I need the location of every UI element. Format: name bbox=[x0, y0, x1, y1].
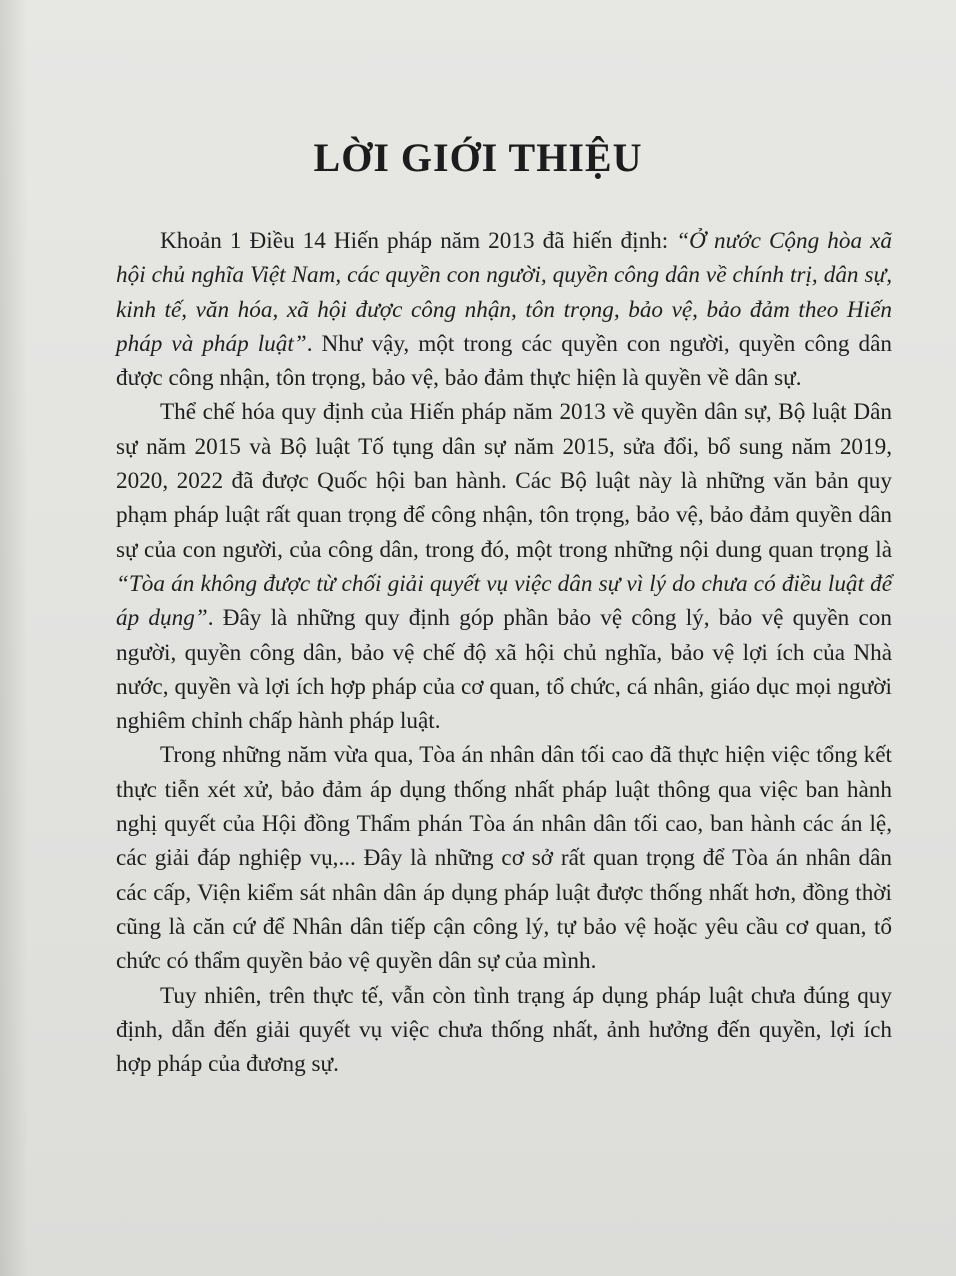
page-gutter-shadow bbox=[0, 0, 28, 1276]
paragraph-2 bbox=[116, 395, 892, 738]
quote-run: “Ở nước Cộng hòa xã hội chủ nghĩa Việt Nam, các quyền con người, quyền công dân về chính trị, dân sự, kinh tế, văn hóa, xã hội được công nhận, tôn trọng, bảo vệ, bảo đảm theo Hiến pháp và pháp luật” bbox=[116, 228, 892, 357]
body-text bbox=[116, 224, 892, 1081]
paragraph-4 bbox=[116, 979, 892, 1082]
text-run: . Đây là những quy định góp phần bảo vệ công lý, bảo vệ quyền con người, quyền công dân, bảo vệ chế độ xã hội chủ nghĩa, bảo vệ lợi ích của Nhà nước, quyền và lợi ích hợp pháp của cơ quan, tổ chức, cá nhân, giáo dục mọi người nghiêm chỉnh chấp hành pháp luật. bbox=[116, 605, 892, 735]
text-run: . Như vậy, một trong các quyền con người, quyền công dân được công nhận, tôn trọng, bảo vệ, bảo đảm thực hiện là quyền về dân sự. bbox=[116, 330, 892, 392]
text-run: Tuy nhiên, trên thực tế, vẫn còn tình trạng áp dụng pháp luật chưa đúng quy định, dẫn đến giải quyết vụ việc chưa thống nhất, ảnh hưởng đến quyền, lợi ích hợp pháp của đương sự. bbox=[116, 982, 892, 1078]
quote-run: “Tòa án không được từ chối giải quyết vụ việc dân sự vì lý do chưa có điều luật để áp dụng” bbox=[116, 570, 892, 632]
page-title: LỜI GIỚI THIỆU bbox=[313, 135, 643, 180]
text-run: Trong những năm vừa qua, Tòa án nhân dân tối cao đã thực hiện việc tổng kết thực tiễn xét xử, bảo đảm áp dụng thống nhất pháp luật thông qua việc ban hành nghị quyết của Hội đồng Thẩm phán Tòa án nhân dân tối cao, ban hành các án lệ, các giải đáp nghiệp vụ,... Đây là những cơ sở rất quan trọng để Tòa án nhân dân các cấp, Viện kiểm sát nhân dân áp dụng pháp luật được thống nhất hơn, đồng thời cũng là căn cứ để Nhân dân tiếp cận công lý, tự bảo vệ hoặc yêu cầu cơ quan, tổ chức có thẩm quyền bảo vệ quyền dân sự của mình. bbox=[116, 742, 892, 975]
paragraph-1 bbox=[116, 224, 892, 395]
text-run: Thể chế hóa quy định của Hiến pháp năm 2013 về quyền dân sự, Bộ luật Dân sự năm 2015 và Bộ luật Tố tụng dân sự năm 2015, sửa đổi, bổ sung năm 2019, 2020, 2022 đã được Quốc hội ban hành. Các Bộ luật này là những văn bản quy phạm pháp luật rất quan trọng để công nhận, tôn trọng, bảo vệ, bảo đảm quyền dân sự của con người, của công dân, trong đó, một trong những nội dung quan trọng là bbox=[116, 399, 892, 563]
text-run: Khoản 1 Điều 14 Hiến pháp năm 2013 đã hiến định: bbox=[160, 228, 677, 254]
paragraph-3 bbox=[116, 738, 892, 978]
